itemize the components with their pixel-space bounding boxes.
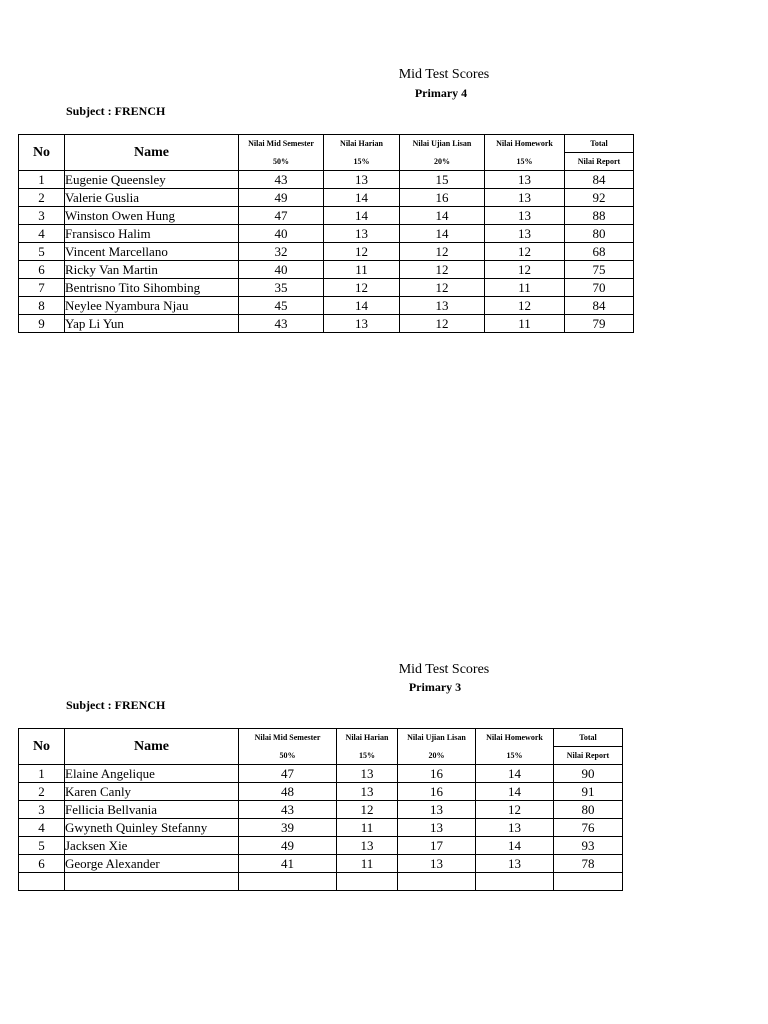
table-row [19,171,634,189]
cell-name: Neylee Nyambura Njau [65,297,239,315]
cell-mid-semester: 45 [239,297,324,315]
section-2-title: Mid Test Scores [398,662,490,677]
cell-mid-semester: 48 [239,783,337,801]
cell-total: 91 [554,783,623,801]
cell-total: 80 [565,225,634,243]
section-2-table-body [19,765,623,891]
cell-name: Ricky Van Martin [65,261,239,279]
header-total: Total [554,729,623,747]
cell-ujian-lisan: 12 [400,243,485,261]
cell-total: 80 [554,801,623,819]
cell-harian: 12 [337,801,398,819]
cell-harian: 11 [337,819,398,837]
cell-no: 2 [19,189,65,207]
header-ujian-lisan: Nilai Ujian Lisan [398,729,476,747]
cell-ujian-lisan: 15 [400,171,485,189]
cell-no: 8 [19,297,65,315]
cell-mid-semester: 43 [239,315,324,333]
cell-no: 7 [19,279,65,297]
table-row [19,873,623,891]
table-row [19,837,623,855]
table-row [19,765,623,783]
cell-total: 78 [554,855,623,873]
cell-no: 6 [19,855,65,873]
header-total: Total [565,135,634,153]
cell-no: 1 [19,765,65,783]
table-row [19,279,634,297]
table-row [19,819,623,837]
header-mid-semester-weight: 50% [239,747,337,765]
cell-name [65,873,239,891]
section-1-title: Mid Test Scores [398,67,490,82]
section-1-score-table [18,134,634,333]
cell-ujian-lisan: 12 [400,261,485,279]
cell-total: 70 [565,279,634,297]
cell-harian [337,873,398,891]
cell-mid-semester: 41 [239,855,337,873]
header-mid-semester: Nilai Mid Semester [239,729,337,747]
section-2-level: Primary 3 [408,680,462,694]
cell-total: 75 [565,261,634,279]
table-row [19,225,634,243]
cell-harian: 13 [324,315,400,333]
table-row [19,189,634,207]
cell-no: 2 [19,783,65,801]
cell-name: Karen Canly [65,783,239,801]
cell-total [554,873,623,891]
cell-harian: 13 [337,783,398,801]
cell-homework: 12 [476,801,554,819]
header-mid-semester-weight: 50% [239,153,324,171]
table-row [19,315,634,333]
cell-mid-semester: 49 [239,189,324,207]
cell-no: 4 [19,225,65,243]
header-nilai-report: Nilai Report [554,747,623,765]
cell-ujian-lisan: 13 [400,297,485,315]
header-homework: Nilai Homework [476,729,554,747]
cell-mid-semester: 47 [239,765,337,783]
cell-harian: 13 [324,225,400,243]
cell-mid-semester: 47 [239,207,324,225]
cell-homework: 13 [476,855,554,873]
table-row [19,297,634,315]
cell-harian: 14 [324,207,400,225]
cell-total: 84 [565,297,634,315]
header-no: No [19,135,65,171]
cell-ujian-lisan: 13 [398,819,476,837]
cell-harian: 14 [324,189,400,207]
cell-name: Jacksen Xie [65,837,239,855]
header-harian-weight: 15% [324,153,400,171]
table-row [19,207,634,225]
header-harian: Nilai Harian [337,729,398,747]
cell-no: 6 [19,261,65,279]
cell-no: 3 [19,207,65,225]
cell-total: 92 [565,189,634,207]
cell-name: Fellicia Bellvania [65,801,239,819]
cell-mid-semester: 43 [239,171,324,189]
cell-harian: 13 [324,171,400,189]
cell-name: Yap Li Yun [65,315,239,333]
cell-mid-semester: 32 [239,243,324,261]
section-1-subject: Subject : FRENCH [66,104,166,118]
cell-mid-semester: 43 [239,801,337,819]
section-1-level: Primary 4 [414,86,468,100]
cell-no [19,873,65,891]
header-ujian-lisan-weight: 20% [400,153,485,171]
cell-harian: 11 [324,261,400,279]
cell-total: 88 [565,207,634,225]
header-nilai-report: Nilai Report [565,153,634,171]
cell-homework: 14 [476,783,554,801]
header-homework-weight: 15% [476,747,554,765]
cell-homework: 13 [485,207,565,225]
cell-name: Valerie Guslia [65,189,239,207]
table-row [19,243,634,261]
header-harian-weight: 15% [337,747,398,765]
cell-name: Bentrisno Tito Sihombing [65,279,239,297]
section-2-subject: Subject : FRENCH [66,698,166,712]
header-name: Name [65,729,239,765]
cell-homework: 11 [485,315,565,333]
cell-mid-semester: 40 [239,225,324,243]
cell-name: Gwyneth Quinley Stefanny [65,819,239,837]
cell-harian: 11 [337,855,398,873]
cell-homework: 13 [485,171,565,189]
cell-ujian-lisan: 14 [400,207,485,225]
header-ujian-lisan-weight: 20% [398,747,476,765]
cell-ujian-lisan: 17 [398,837,476,855]
table-row [19,261,634,279]
table-row [19,801,623,819]
cell-name: Eugenie Queensley [65,171,239,189]
cell-name: Winston Owen Hung [65,207,239,225]
cell-no: 5 [19,837,65,855]
cell-ujian-lisan: 16 [398,765,476,783]
header-harian: Nilai Harian [324,135,400,153]
table-row [19,783,623,801]
cell-ujian-lisan: 12 [400,315,485,333]
header-homework-weight: 15% [485,153,565,171]
cell-harian: 12 [324,243,400,261]
cell-mid-semester: 35 [239,279,324,297]
header-ujian-lisan: Nilai Ujian Lisan [400,135,485,153]
cell-ujian-lisan: 12 [400,279,485,297]
cell-name: Vincent Marcellano [65,243,239,261]
cell-total: 68 [565,243,634,261]
header-name: Name [65,135,239,171]
header-mid-semester: Nilai Mid Semester [239,135,324,153]
cell-homework: 12 [485,243,565,261]
cell-mid-semester [239,873,337,891]
cell-name: Fransisco Halim [65,225,239,243]
cell-harian: 13 [337,837,398,855]
cell-homework [476,873,554,891]
cell-homework: 13 [485,225,565,243]
cell-no: 5 [19,243,65,261]
table-row [19,855,623,873]
cell-total: 90 [554,765,623,783]
section-1-table-body [19,171,634,333]
cell-ujian-lisan: 16 [400,189,485,207]
header-no: No [19,729,65,765]
cell-harian: 14 [324,297,400,315]
cell-mid-semester: 40 [239,261,324,279]
cell-total: 84 [565,171,634,189]
cell-homework: 12 [485,297,565,315]
cell-total: 76 [554,819,623,837]
cell-ujian-lisan: 16 [398,783,476,801]
cell-no: 3 [19,801,65,819]
cell-ujian-lisan [398,873,476,891]
cell-ujian-lisan: 13 [398,801,476,819]
cell-homework: 13 [485,189,565,207]
cell-no: 9 [19,315,65,333]
cell-harian: 13 [337,765,398,783]
header-homework: Nilai Homework [485,135,565,153]
cell-homework: 11 [485,279,565,297]
cell-harian: 12 [324,279,400,297]
cell-homework: 13 [476,819,554,837]
cell-no: 1 [19,171,65,189]
cell-name: George Alexander [65,855,239,873]
cell-total: 79 [565,315,634,333]
cell-no: 4 [19,819,65,837]
section-2-score-table [18,728,623,891]
cell-homework: 12 [485,261,565,279]
cell-ujian-lisan: 13 [398,855,476,873]
cell-ujian-lisan: 14 [400,225,485,243]
cell-homework: 14 [476,837,554,855]
cell-mid-semester: 39 [239,819,337,837]
cell-mid-semester: 49 [239,837,337,855]
cell-total: 93 [554,837,623,855]
cell-name: Elaine Angelique [65,765,239,783]
cell-homework: 14 [476,765,554,783]
